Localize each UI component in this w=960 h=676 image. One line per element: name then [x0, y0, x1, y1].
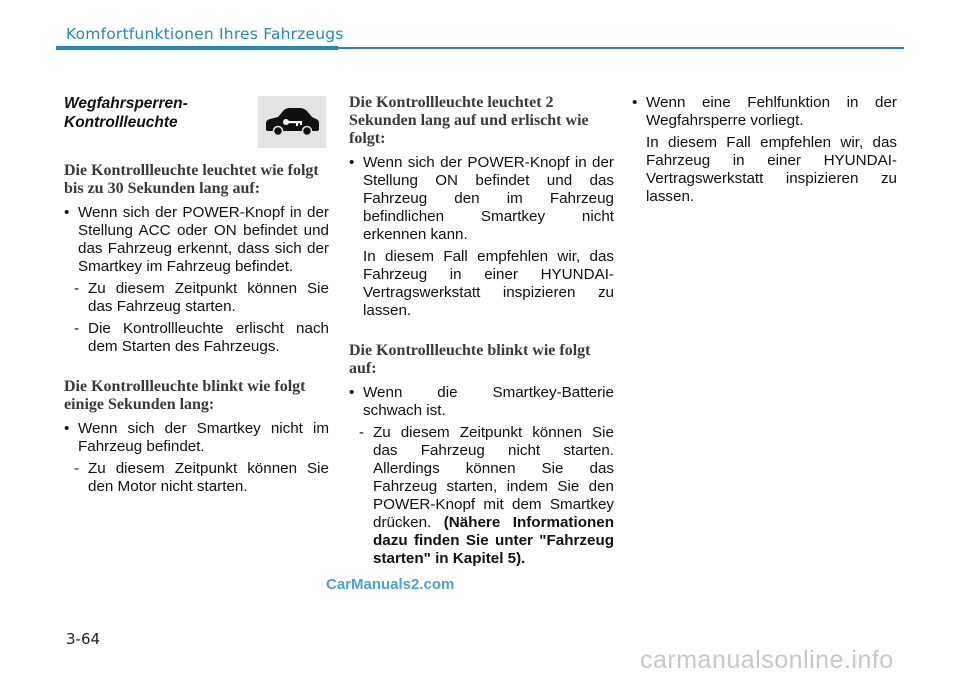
site-watermark: carmanualsonline.info — [640, 646, 894, 674]
sub-list-item: - Die Kontrollleuchte erlischt nach dem Starten des Fahrzeugs. — [74, 320, 329, 355]
list-item: • Wenn sich der POWER-Knopf in der Stellung ON befindet und das Fahrzeug den im Fahrzeug befindlichen Smartkey nicht erkennen kann. — [349, 154, 614, 244]
watermark-link[interactable]: CarManuals2.com — [326, 576, 455, 593]
sub-list-item: - Zu diesem Zeitpunkt können Sie den Motor nicht starten. — [74, 460, 329, 495]
column-3 — [632, 94, 897, 210]
car-key-icon — [258, 96, 326, 148]
page-number: 3-64 — [66, 630, 101, 648]
list-item: • Wenn die Smartkey-Batterie schwach ist. — [349, 384, 614, 420]
chapter-title: Komfortfunktionen Ihres Fahrzeugs — [66, 25, 344, 43]
page-header — [0, 0, 960, 60]
recommendation-text: In diesem Fall empfehlen wir, das Fahrzeug in einer HYUNDAI-Vertragswerkstatt inspizieren zu lassen. — [646, 134, 897, 205]
sub-list-item: - Zu diesem Zeitpunkt können Sie das Fahrzeug nicht starten. Allerdings können Sie das Fahrzeug starten, indem Sie den POWER-Knopf mit dem Smartkey drücken. (Nähere Informationen dazu finden Sie unter "Fahrzeug starten" in Kapitel 5). — [359, 424, 614, 567]
list-item: • Wenn sich der POWER-Knopf in der Stellung ACC oder ON befindet und das Fahrzeug erkennt, dass sich der Smartkey im Fahrzeug befindet. — [64, 204, 329, 276]
condition-heading: Die Kontrollleuchte leuchtet 2 Sekunden lang auf und erlischt wie folgt: — [349, 94, 589, 147]
column-2 — [349, 94, 614, 572]
recommendation-text: In diesem Fall empfehlen wir, das Fahrzeug in einer HYUNDAI-Vertragswerkstatt inspizieren zu lassen. — [363, 248, 614, 319]
list-item: • Wenn sich der Smartkey nicht im Fahrzeug befindet. — [64, 420, 329, 456]
reference-note: (Nähere Informationen dazu finden Sie unter "Fahrzeug starten" in Kapitel 5). — [373, 514, 614, 567]
condition-heading: Die Kontrollleuchte leuchtet wie folgt bis zu 30 Sekunden lang auf: — [64, 162, 319, 197]
section-title: Wegfahrsperren-Kontrollleuchte — [64, 95, 188, 131]
list-item: • Wenn eine Fehlfunktion in der Wegfahrsperre vorliegt. — [632, 94, 897, 130]
sub-list-item: - Zu diesem Zeitpunkt können Sie das Fahrzeug starten. — [74, 280, 329, 315]
header-rule-thick — [56, 46, 338, 50]
condition-heading: Die Kontrollleuchte blinkt wie folgt einige Sekunden lang: — [64, 378, 306, 413]
header-rule-thin — [338, 47, 904, 49]
condition-heading: Die Kontrollleuchte blinkt wie folgt auf: — [349, 342, 591, 377]
column-1 — [64, 94, 329, 500]
